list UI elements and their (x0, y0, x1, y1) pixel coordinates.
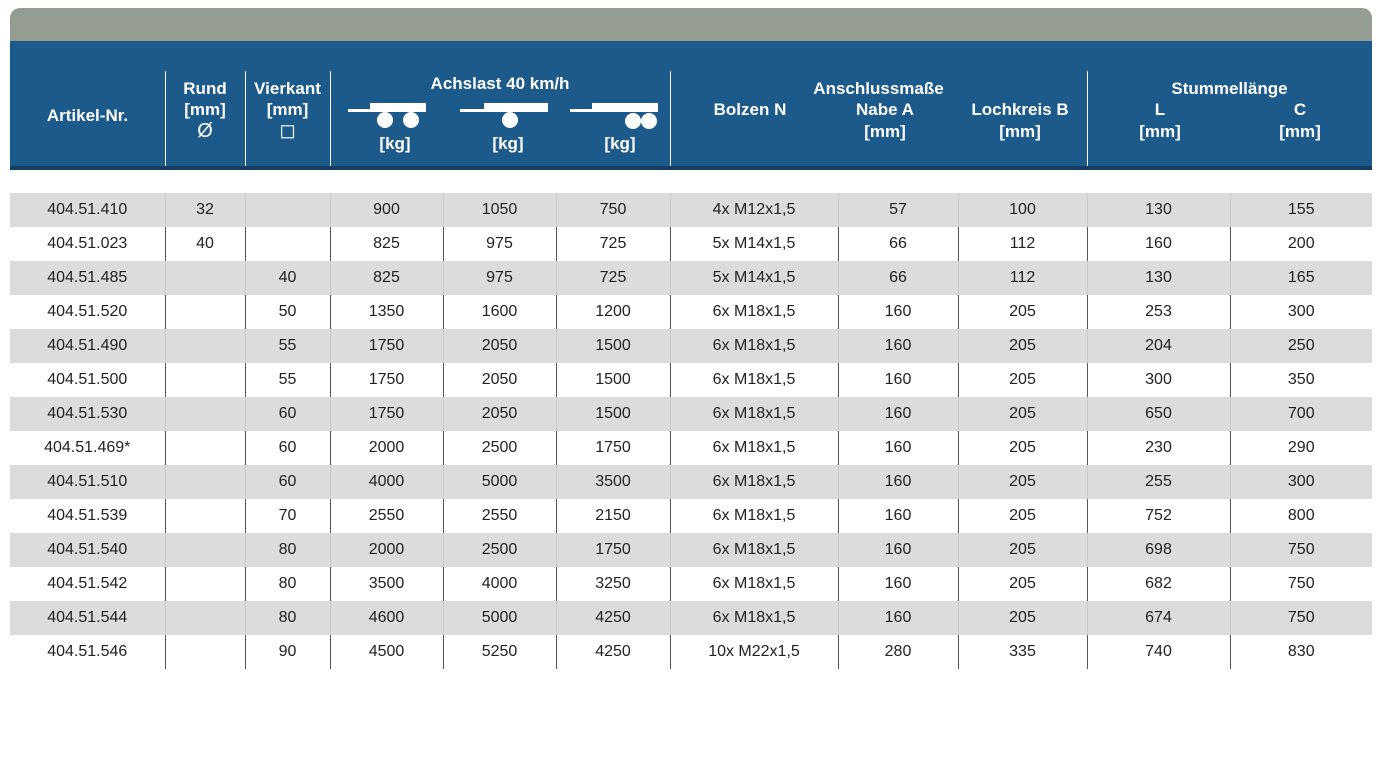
cell-lochkreis: 205 (958, 363, 1087, 397)
cell-achslast-3: 4250 (556, 601, 670, 635)
table-row (10, 431, 1372, 465)
cell-achslast-2: 5000 (443, 601, 556, 635)
cell-rund (165, 397, 245, 431)
cell-vierkant: 70 (245, 499, 330, 533)
cell-laenge-l: 682 (1087, 567, 1230, 601)
cell-achslast-1: 4000 (330, 465, 443, 499)
header-lochkreis-unit: [mm] (999, 122, 1041, 141)
cell-laenge-l: 255 (1087, 465, 1230, 499)
cell-laenge-c: 800 (1230, 499, 1372, 533)
cell-vierkant: 60 (245, 397, 330, 431)
cell-vierkant: 60 (245, 431, 330, 465)
cell-lochkreis: 205 (958, 499, 1087, 533)
table-top-bar (10, 8, 1372, 41)
table-row (10, 533, 1372, 567)
cell-laenge-l: 300 (1087, 363, 1230, 397)
cell-achslast-1: 3500 (330, 567, 443, 601)
cell-bolzen: 6x M18x1,5 (670, 465, 838, 499)
cell-rund (165, 329, 245, 363)
table-row (10, 329, 1372, 363)
cell-vierkant: 40 (245, 261, 330, 295)
cell-rund (165, 567, 245, 601)
cell-artikel-nr: 404.51.539 (10, 499, 165, 533)
cell-artikel-nr: 404.51.542 (10, 567, 165, 601)
cell-laenge-l: 130 (1087, 193, 1230, 227)
cell-nabe: 160 (838, 601, 958, 635)
cell-lochkreis: 205 (958, 465, 1087, 499)
table-row (10, 295, 1372, 329)
cell-achslast-2: 1050 (443, 193, 556, 227)
square-icon: ◻ (279, 120, 296, 142)
cell-lochkreis: 335 (958, 635, 1087, 669)
cell-achslast-3: 1500 (556, 397, 670, 431)
cell-nabe: 160 (838, 295, 958, 329)
cell-vierkant (245, 193, 330, 227)
cell-achslast-3: 750 (556, 193, 670, 227)
cell-laenge-c: 750 (1230, 601, 1372, 635)
cell-vierkant (245, 227, 330, 261)
cell-rund (165, 499, 245, 533)
cell-achslast-1: 1350 (330, 295, 443, 329)
cell-lochkreis: 205 (958, 329, 1087, 363)
cell-vierkant: 50 (245, 295, 330, 329)
cell-laenge-l: 698 (1087, 533, 1230, 567)
cell-achslast-3: 3250 (556, 567, 670, 601)
cell-artikel-nr: 404.51.485 (10, 261, 165, 295)
cell-nabe: 66 (838, 261, 958, 295)
cell-achslast-1: 4600 (330, 601, 443, 635)
cell-achslast-2: 2500 (443, 533, 556, 567)
cell-laenge-c: 300 (1230, 465, 1372, 499)
cell-artikel-nr: 404.51.510 (10, 465, 165, 499)
cell-lochkreis: 205 (958, 295, 1087, 329)
cell-rund (165, 295, 245, 329)
cell-achslast-3: 725 (556, 227, 670, 261)
cell-achslast-1: 1750 (330, 397, 443, 431)
cell-achslast-1: 1750 (330, 329, 443, 363)
cell-bolzen: 6x M18x1,5 (670, 499, 838, 533)
header-achslast: Achslast 40 km/h (430, 74, 570, 93)
table-row (10, 601, 1372, 635)
header-c: C (1293, 100, 1307, 119)
cell-laenge-c: 830 (1230, 635, 1372, 669)
cell-achslast-2: 975 (443, 227, 556, 261)
cell-vierkant: 90 (245, 635, 330, 669)
cell-achslast-1: 1750 (330, 363, 443, 397)
cell-bolzen: 6x M18x1,5 (670, 363, 838, 397)
cell-achslast-3: 1200 (556, 295, 670, 329)
cell-bolzen: 6x M18x1,5 (670, 397, 838, 431)
header-rund-unit: [mm] (184, 100, 226, 119)
cell-bolzen: 6x M18x1,5 (670, 431, 838, 465)
header-c-unit: [mm] (1279, 122, 1321, 141)
table-row (10, 227, 1372, 261)
cell-rund (165, 261, 245, 295)
cell-nabe: 160 (838, 329, 958, 363)
cell-artikel-nr: 404.51.500 (10, 363, 165, 397)
header-rund: Rund (183, 79, 227, 98)
cell-rund (165, 363, 245, 397)
cell-lochkreis: 205 (958, 567, 1087, 601)
cell-rund (165, 635, 245, 669)
cell-vierkant: 55 (245, 329, 330, 363)
cell-laenge-c: 290 (1230, 431, 1372, 465)
header-nabe: Nabe A (856, 100, 914, 119)
cell-artikel-nr: 404.51.540 (10, 533, 165, 567)
cell-laenge-l: 674 (1087, 601, 1230, 635)
cell-rund (165, 533, 245, 567)
cell-artikel-nr: 404.51.023 (10, 227, 165, 261)
trailer-single-axle-icon (460, 103, 550, 131)
cell-achslast-1: 4500 (330, 635, 443, 669)
cell-laenge-c: 750 (1230, 567, 1372, 601)
cell-vierkant: 80 (245, 601, 330, 635)
cell-bolzen: 10x M22x1,5 (670, 635, 838, 669)
cell-rund (165, 465, 245, 499)
cell-vierkant: 55 (245, 363, 330, 397)
cell-achslast-1: 900 (330, 193, 443, 227)
table-row (10, 635, 1372, 669)
cell-rund: 40 (165, 227, 245, 261)
cell-bolzen: 5x M14x1,5 (670, 227, 838, 261)
header-kg-2: [kg] (492, 134, 524, 153)
cell-artikel-nr: 404.51.544 (10, 601, 165, 635)
cell-artikel-nr: 404.51.469* (10, 431, 165, 465)
cell-achslast-1: 825 (330, 227, 443, 261)
cell-nabe: 57 (838, 193, 958, 227)
cell-rund (165, 601, 245, 635)
cell-lochkreis: 205 (958, 431, 1087, 465)
table-row (10, 499, 1372, 533)
cell-laenge-l: 752 (1087, 499, 1230, 533)
header-vierkant-unit: [mm] (266, 100, 309, 119)
trailer-two-axle-icon (348, 103, 428, 131)
cell-rund: 32 (165, 193, 245, 227)
header-stummel: Stummellänge (1171, 79, 1288, 98)
cell-achslast-1: 2000 (330, 431, 443, 465)
cell-achslast-2: 5250 (443, 635, 556, 669)
cell-laenge-l: 740 (1087, 635, 1230, 669)
cell-bolzen: 6x M18x1,5 (670, 533, 838, 567)
table-row (10, 567, 1372, 601)
cell-achslast-3: 1750 (556, 533, 670, 567)
cell-laenge-l: 650 (1087, 397, 1230, 431)
cell-nabe: 160 (838, 397, 958, 431)
cell-achslast-2: 2050 (443, 329, 556, 363)
trailer-tandem-rear-icon (570, 103, 660, 131)
header-vierkant: Vierkant (254, 79, 321, 98)
cell-bolzen: 5x M14x1,5 (670, 261, 838, 295)
cell-laenge-l: 130 (1087, 261, 1230, 295)
cell-achslast-3: 2150 (556, 499, 670, 533)
cell-laenge-c: 155 (1230, 193, 1372, 227)
cell-lochkreis: 112 (958, 261, 1087, 295)
header-l-unit: [mm] (1139, 122, 1181, 141)
table-row (10, 363, 1372, 397)
cell-achslast-1: 2000 (330, 533, 443, 567)
cell-laenge-c: 250 (1230, 329, 1372, 363)
cell-laenge-c: 165 (1230, 261, 1372, 295)
cell-achslast-2: 2050 (443, 363, 556, 397)
table-row (10, 397, 1372, 431)
cell-nabe: 160 (838, 465, 958, 499)
table-row (10, 193, 1372, 227)
header-lochkreis: Lochkreis B (971, 100, 1069, 119)
cell-achslast-2: 2050 (443, 397, 556, 431)
cell-laenge-l: 230 (1087, 431, 1230, 465)
cell-vierkant: 80 (245, 567, 330, 601)
cell-lochkreis: 100 (958, 193, 1087, 227)
cell-laenge-l: 253 (1087, 295, 1230, 329)
cell-nabe: 160 (838, 533, 958, 567)
cell-artikel-nr: 404.51.546 (10, 635, 165, 669)
cell-achslast-1: 825 (330, 261, 443, 295)
cell-bolzen: 6x M18x1,5 (670, 295, 838, 329)
cell-lochkreis: 112 (958, 227, 1087, 261)
cell-achslast-3: 1750 (556, 431, 670, 465)
cell-bolzen: 6x M18x1,5 (670, 601, 838, 635)
cell-nabe: 160 (838, 431, 958, 465)
header-kg-1: [kg] (379, 134, 411, 153)
cell-nabe: 280 (838, 635, 958, 669)
cell-laenge-c: 200 (1230, 227, 1372, 261)
header-bolzen: Bolzen N (713, 100, 787, 119)
cell-laenge-c: 300 (1230, 295, 1372, 329)
header-artikel: Artikel-Nr. (46, 106, 129, 125)
cell-achslast-3: 4250 (556, 635, 670, 669)
cell-artikel-nr: 404.51.410 (10, 193, 165, 227)
cell-achslast-3: 3500 (556, 465, 670, 499)
cell-achslast-3: 725 (556, 261, 670, 295)
cell-lochkreis: 205 (958, 397, 1087, 431)
cell-artikel-nr: 404.51.490 (10, 329, 165, 363)
cell-laenge-l: 160 (1087, 227, 1230, 261)
cell-nabe: 66 (838, 227, 958, 261)
cell-nabe: 160 (838, 363, 958, 397)
product-table (10, 193, 1372, 669)
header-underline (10, 166, 1372, 170)
cell-lochkreis: 205 (958, 533, 1087, 567)
cell-achslast-2: 5000 (443, 465, 556, 499)
cell-achslast-2: 2500 (443, 431, 556, 465)
diameter-icon: Ø (197, 120, 213, 142)
header-anschluss: Anschlussmaße (813, 79, 944, 98)
cell-bolzen: 6x M18x1,5 (670, 329, 838, 363)
cell-lochkreis: 205 (958, 601, 1087, 635)
table-header (10, 41, 1372, 166)
table-row (10, 261, 1372, 295)
cell-vierkant: 60 (245, 465, 330, 499)
cell-artikel-nr: 404.51.530 (10, 397, 165, 431)
cell-laenge-c: 750 (1230, 533, 1372, 567)
cell-artikel-nr: 404.51.520 (10, 295, 165, 329)
cell-bolzen: 4x M12x1,5 (670, 193, 838, 227)
cell-achslast-2: 4000 (443, 567, 556, 601)
cell-nabe: 160 (838, 499, 958, 533)
cell-laenge-c: 700 (1230, 397, 1372, 431)
cell-laenge-c: 350 (1230, 363, 1372, 397)
cell-achslast-2: 2550 (443, 499, 556, 533)
cell-achslast-1: 2550 (330, 499, 443, 533)
header-nabe-unit: [mm] (864, 122, 906, 141)
cell-laenge-l: 204 (1087, 329, 1230, 363)
cell-achslast-2: 1600 (443, 295, 556, 329)
cell-achslast-3: 1500 (556, 363, 670, 397)
cell-rund (165, 431, 245, 465)
cell-vierkant: 80 (245, 533, 330, 567)
cell-achslast-3: 1500 (556, 329, 670, 363)
cell-nabe: 160 (838, 567, 958, 601)
table-row (10, 465, 1372, 499)
cell-achslast-2: 975 (443, 261, 556, 295)
cell-bolzen: 6x M18x1,5 (670, 567, 838, 601)
header-l: L (1154, 100, 1166, 119)
header-kg-3: [kg] (604, 134, 636, 153)
